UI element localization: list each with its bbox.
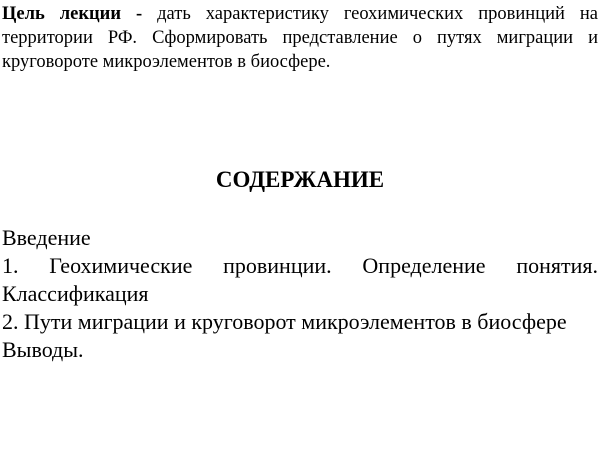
contents-item-migration-pathways: 2. Пути миграции и круговорот микроэлементов в биосфере xyxy=(2,309,567,334)
lecture-goal-text: дать характеристику геохимических провинций на территории РФ. Сформировать представление о путях миграции и круговороте микроэлементов в биосфере. xyxy=(2,4,598,72)
lecture-goal-label: Цель лекции - xyxy=(2,4,143,24)
contents-heading: СОДЕРЖАНИЕ xyxy=(215,167,385,192)
contents-item-introduction: Введение xyxy=(2,225,91,250)
contents-list xyxy=(2,224,598,364)
contents-item-geochemical-provinces: 1. Геохимические провинции. Определение понятия. Классификация xyxy=(2,253,598,306)
lecture-goal-paragraph xyxy=(2,2,598,74)
contents-item-conclusions: Выводы. xyxy=(2,337,84,362)
